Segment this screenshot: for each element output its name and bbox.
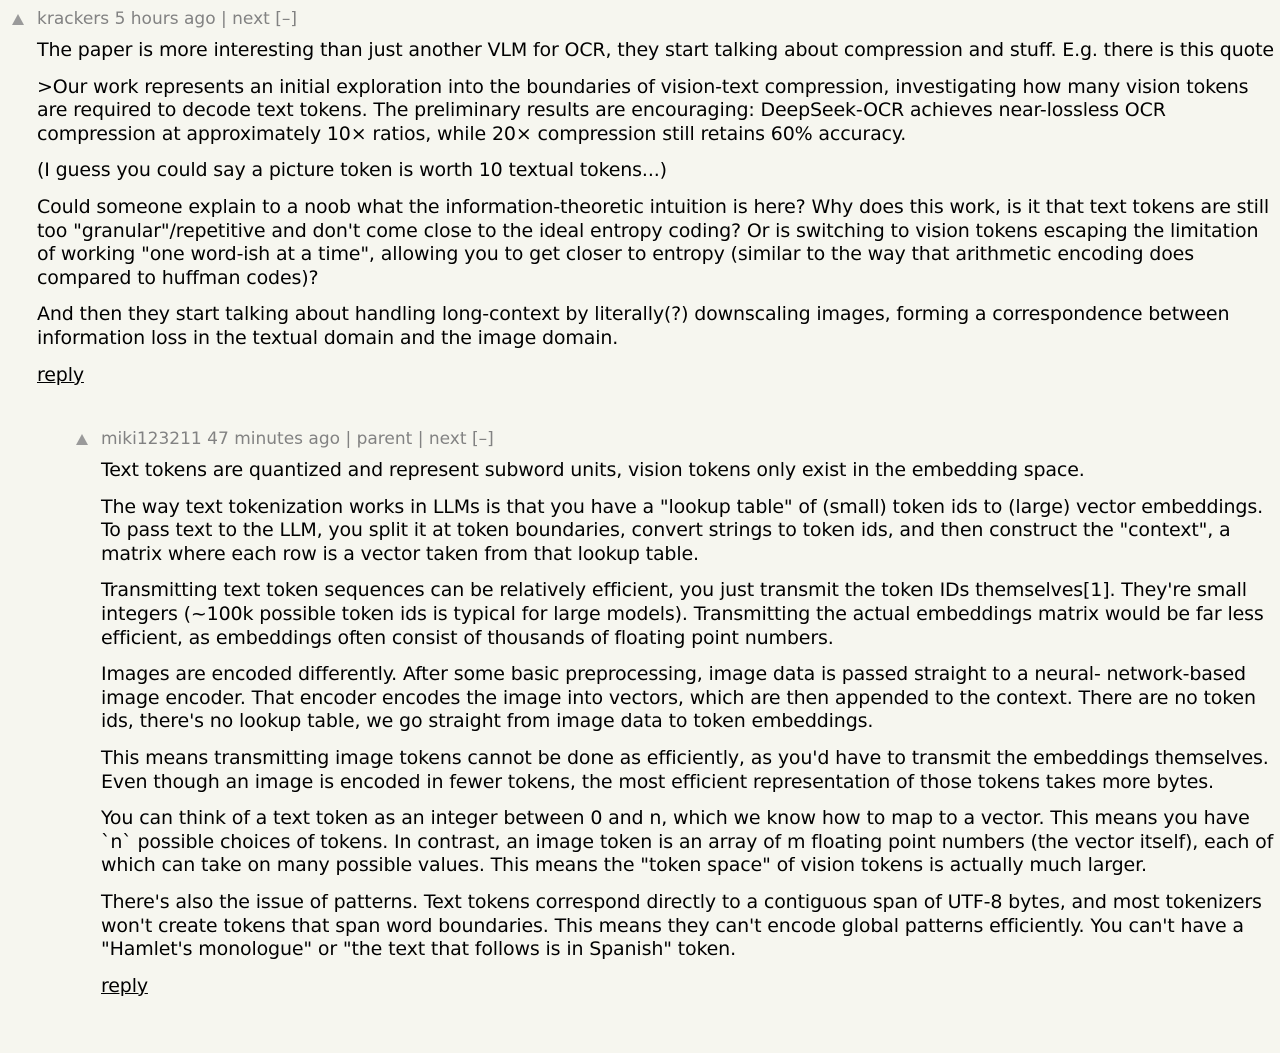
comment-paragraph: This means transmitting image tokens cannot be done as efficiently, as you'd have to transmit the embeddings themselves. Even though an image is encoded in fewer tokens, the most efficient representation of those tokens takes more bytes. — [101, 746, 1269, 793]
comment-paragraph: And then they start talking about handling long-context by literally(?) downscaling images, forming a correspondence between information loss in the textual domain and the image domain. — [37, 303, 1230, 349]
comment-paragraph: The paper is more interesting than just another VLM for OCR, they start talking about compression and stuff. E.g. there is this quote — [37, 39, 1274, 61]
reply-link[interactable]: reply — [101, 974, 148, 997]
timestamp-link[interactable]: 47 minutes ago — [207, 429, 341, 449]
comment-paragraph: There's also the issue of patterns. Text tokens correspond directly to a contiguous span of UTF-8 bytes, and most tokenizers won't create tokens that span word boundaries. This means they can't encode global patterns efficiently. You can't have a "Hamlet's monologue" or "the text that follows is in Spanish" token. — [101, 890, 1262, 961]
comment — [0, 6, 1280, 386]
timestamp-link[interactable]: 5 hours ago — [114, 9, 216, 29]
comment-header — [0, 426, 1280, 452]
collapse-toggle[interactable]: [–] — [275, 9, 297, 29]
comment-paragraph: Text tokens are quantized and represent subword units, vision tokens only exist in the embedding space. — [101, 459, 1085, 481]
username-link[interactable]: miki123211 — [101, 429, 202, 449]
comment-paragraph: (I guess you could say a picture token is worth 10 textual tokens...) — [37, 159, 667, 182]
comment-paragraph: Transmitting text token sequences can be relatively efficient, you just transmit the token IDs themselves[1]. They're small integers (~100k possible token ids is typical for large models). Transmitting the actual embeddings matrix would be far less efficient, as embeddings often consist of thousands of floating point numbers. — [101, 579, 1264, 649]
upvote-arrow-icon[interactable] — [12, 14, 24, 25]
next-link[interactable]: next — [232, 9, 270, 29]
comment-body — [37, 39, 1276, 387]
separator: | — [417, 429, 424, 449]
collapse-toggle[interactable]: [–] — [471, 429, 494, 449]
comment-paragraph: >Our work represents an initial exploration into the boundaries of vision-text compression, investigating how many vision tokens are required to decode text tokens. The preliminary results are encouraging: DeepSeek-OCR achieves near-lossless OCR compression at approximately 10× ratios, while 20× compression still retains 60% accuracy. — [37, 75, 1249, 145]
username-link[interactable]: krackers — [37, 9, 110, 29]
comment-paragraph: Could someone explain to a noob what the information-theoretic intuition is here? Why does this work, is it that text tokens are still too "granular"/repetitive and don't come close to the ideal entropy coding? Or is switching to vision tokens escaping the limitation of working "one word-ish at a time", allowing you to get closer to entropy (similar to the way that arithmetic encoding does compared to huffman codes)? — [37, 195, 1270, 289]
comment-meta — [37, 6, 297, 32]
reply-link[interactable]: reply — [37, 363, 84, 386]
next-link[interactable]: next — [428, 429, 467, 449]
comment-paragraph: You can think of a text token as an integer between 0 and n, which we know how to map to a vector. This means you have `n` possible choices of tokens. In contrast, an image token is an array of m floating point numbers (the vector itself), each of which can take on many possible values. This means the "token space" of vision tokens is actually much larger. — [101, 807, 1274, 877]
upvote-arrow-icon[interactable] — [76, 434, 88, 445]
comment-paragraph: The way text tokenization works in LLMs is that you have a "lookup table" of (small) token ids to (large) vector embeddings. To pass text to the LLM, you split it at token boundaries, convert strings to token ids, and then construct the "context", a matrix where each row is a vector taken from that lookup table. — [101, 495, 1263, 565]
comment-meta — [101, 426, 494, 452]
comment-header — [0, 6, 1280, 32]
separator: | — [345, 429, 352, 449]
parent-link[interactable]: parent — [356, 429, 413, 449]
comment-paragraph: Images are encoded differently. After some basic preprocessing, image data is passed straight to a neural- network-based image encoder. That encoder encodes the image into vectors, which are then appended to the context. There are no token ids, there's no lookup table, we go straight from image data to token embeddings. — [101, 663, 1256, 733]
separator: | — [221, 9, 227, 29]
comment-body — [101, 459, 1276, 998]
comment — [0, 426, 1280, 997]
